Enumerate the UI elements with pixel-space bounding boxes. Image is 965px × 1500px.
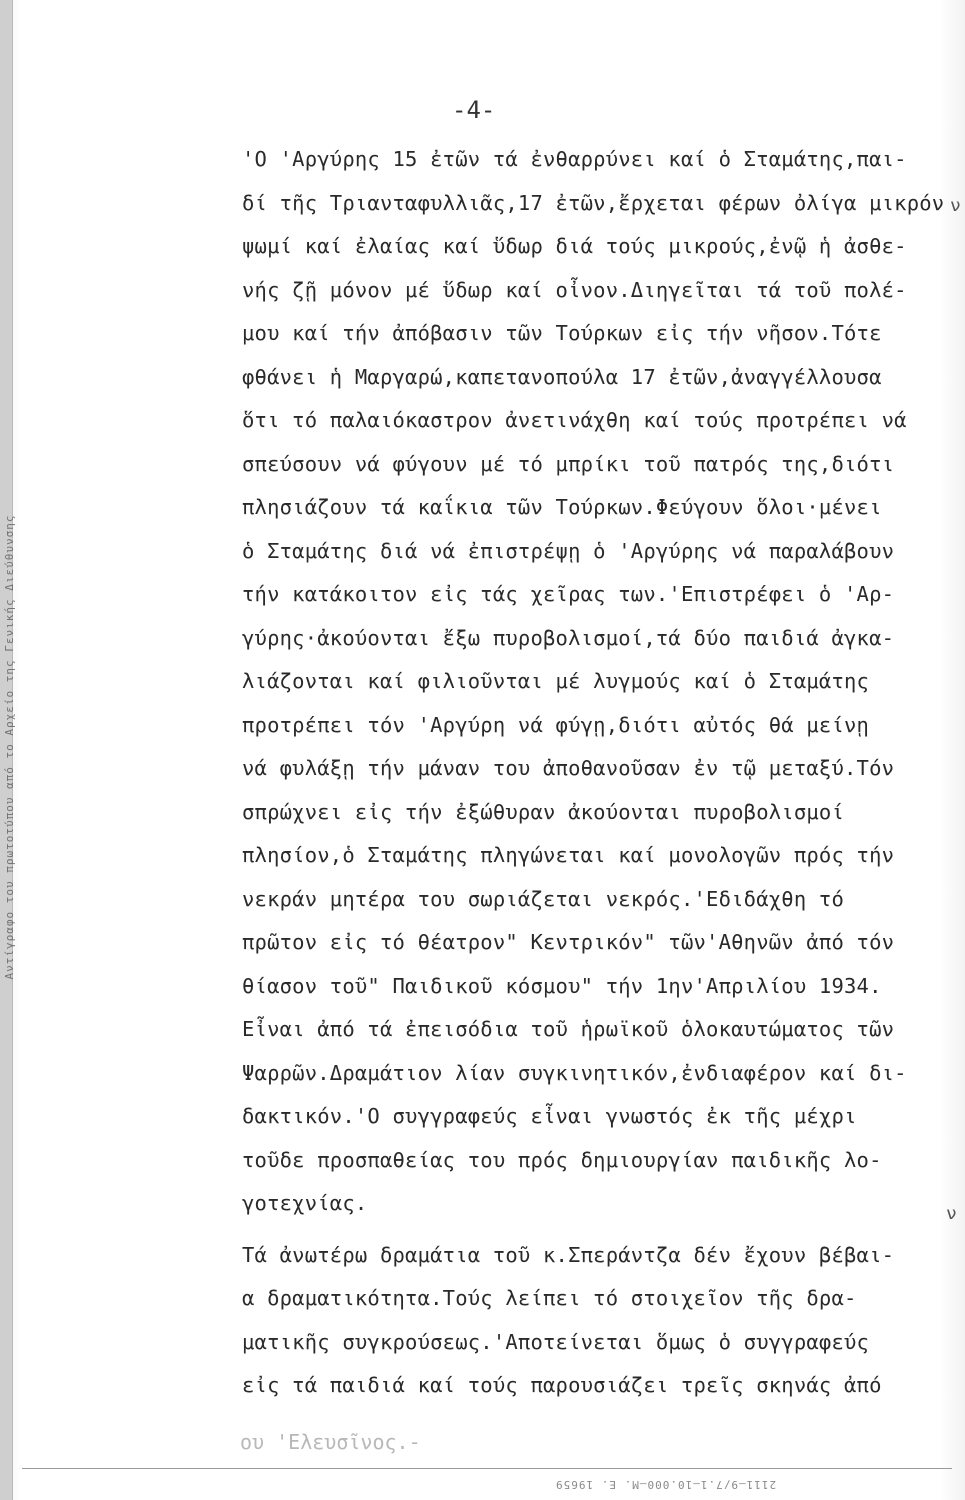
text-line: προτρέπει τόν 'Αργύρη νά φύγῃ,διότι αὐτός θά μείνῃ bbox=[242, 712, 870, 737]
text-line: ματικῆς συγκρούσεως.'Αποτείνεται ὅμως ὁ συγγραφεύς bbox=[242, 1329, 870, 1354]
text-line: φθάνει ἡ Μαργαρώ,καπετανοπούλα 17 ἐτῶν,ἀναγγέλλουσα bbox=[242, 364, 882, 389]
body-text bbox=[242, 138, 945, 1408]
text-line: πλησιάζουν τά καΐκια τῶν Τούρκων.Φεύγουν ὅλοι·μένει bbox=[242, 495, 882, 519]
text-line: Ψαρρῶν.Δραμάτιον λίαν συγκινητικόν,ἐνδιαφέρον καί δι- bbox=[242, 1060, 907, 1085]
text-line: νής ζῇ μόνον μέ ὕδωρ καί οἶνον.Διηγεῖται τά τοῦ πολέ- bbox=[242, 277, 907, 302]
text-line: ψωμί καί ἐλαίας καί ὕδωρ διά τούς μικρούς,ἐνῷ ἡ ἀσθε- bbox=[242, 234, 907, 258]
text-line: λιάζονται καί φιλιοῦνται μέ λυγμούς καί ὁ Σταμάτης bbox=[242, 669, 870, 693]
text-line: ὅτι τό παλαιόκαστρον ἀνετινάχθη καί τούς προτρέπει νά bbox=[242, 408, 907, 432]
text-line: γύρης·ἀκούονται ἔξω πυροβολισμοί,τά δύο παιδιά ἀγκα- bbox=[242, 625, 895, 650]
printer-mark: 2111—9/7.1—10.000—Μ. Ε. 19659 bbox=[555, 1478, 777, 1491]
text-line: Τά ἀνωτέρω δραμάτια τοῦ κ.Σπεράντζα δέν ἔχουν βέβαι- bbox=[242, 1242, 895, 1267]
text-line: τοῦδε προσπαθείας του πρός δημιουργίαν παιδικῆς λο- bbox=[242, 1147, 882, 1172]
text-line: Εἶναι ἀπό τά ἐπεισόδια τοῦ ἡρωϊκοῦ ὁλοκαυτώματος τῶν bbox=[242, 1017, 895, 1041]
text-line: σπρώχνει εἰς τήν ἐξώθυραν ἀκούονται πυροβολισμοί bbox=[242, 799, 845, 824]
text-line: θίασον τοῦ" Παιδικοῦ κόσμου" τήν 1ην'Απριλίου 1934. bbox=[242, 973, 882, 998]
text-line: δακτικόν.'Ο συγγραφεύς εἶναι γνωστός ἐκ τῆς μέχρι bbox=[242, 1104, 857, 1128]
text-line: τήν κατάκοιτον εἰς τάς χεῖρας των.'Επιστρέφει ὁ 'Αρ- bbox=[242, 582, 895, 606]
text-line: α δραματικότητα.Τούς λείπει τό στοιχεῖον τῆς δρα- bbox=[242, 1286, 857, 1310]
page-number: -4- bbox=[452, 96, 496, 124]
margin-mark: ν bbox=[950, 195, 961, 216]
text-line: νεκράν μητέρα του σωριάζεται νεκρός.'Εδιδάχθη τό bbox=[242, 886, 845, 911]
bottom-rule bbox=[22, 1468, 952, 1469]
text-line: εἰς τά παιδιά καί τούς παρουσιάζει τρεῖς σκηνάς ἀπό bbox=[242, 1373, 882, 1397]
text-line: μου καί τήν ἀπόβασιν τῶν Τούρκων εἰς τήν νῆσον.Τότε bbox=[242, 321, 882, 345]
faded-last-line: ου 'Ελευσῖνος.- bbox=[240, 1430, 421, 1454]
text-line: νά φυλάξῃ τήν μάναν του ἀποθανοῦσαν ἐν τῷ μεταξύ.Τόν bbox=[242, 756, 895, 780]
text-line: πλησίον,ὁ Σταμάτης πληγώνεται καί μονολογῶν πρός τήν bbox=[242, 843, 895, 867]
margin-stamp: Αντίγραφο του πρωτοτύπου από το Αρχείο της Γενικής Διεύθυνσης bbox=[3, 514, 16, 980]
paragraph-gap bbox=[242, 1226, 942, 1234]
text-line: 'Ο 'Αργύρης 15 ἐτῶν τά ἐνθαρρύνει καί ὁ Σταμάτης,παι- bbox=[242, 147, 907, 171]
text-line: σπεύσουν νά φύγουν μέ τό μπρίκι τοῦ πατρός της,διότι bbox=[242, 451, 895, 476]
margin-mark: ν bbox=[946, 1203, 957, 1224]
text-line: γοτεχνίας. bbox=[242, 1191, 368, 1215]
text-line: δί τῆς Τριανταφυλλιᾶς,17 ἐτῶν,ἔρχεται φέρων ὀλίγα μικρόν bbox=[242, 190, 945, 215]
text-line: ὁ Σταμάτης διά νά ἐπιστρέψῃ ὁ 'Αργύρης νά παραλάβουν bbox=[242, 538, 895, 563]
text-line: πρῶτον εἰς τό θέατρον" Κεντρικόν" τῶν'Αθηνῶν ἀπό τόν bbox=[242, 930, 895, 954]
